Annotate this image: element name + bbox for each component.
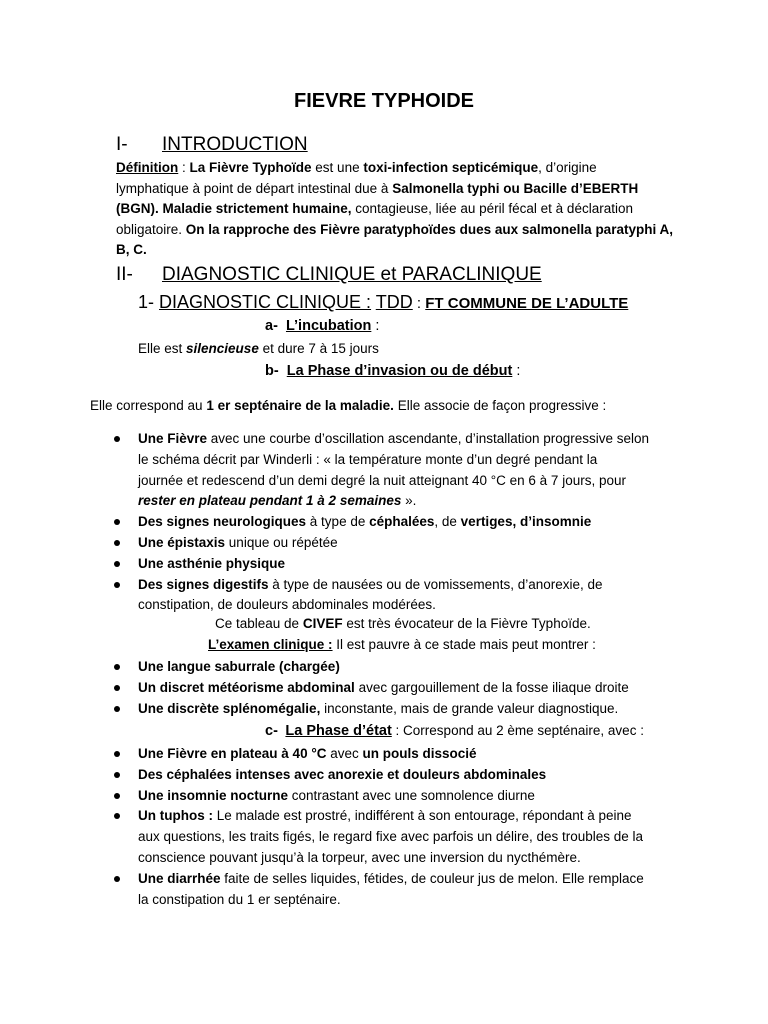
bullet-icon <box>114 582 120 588</box>
incubation-heading <box>265 318 379 334</box>
text-run: toxi-infection septicémique <box>363 160 539 175</box>
text-run: Elle associe de façon progressive : <box>393 398 607 413</box>
text-run: faite de selles liquides, fétides, de couleur jus de melon. Elle remplace <box>220 870 644 886</box>
definition-paragraph <box>116 158 673 261</box>
incubation-text <box>138 341 379 356</box>
item-letter: a- <box>265 318 278 334</box>
list-item <box>138 744 644 765</box>
text-run: et dure 7 à 15 jours <box>258 341 379 356</box>
text-run: le schéma décrit par Winderli : « la température monte d’un degré pendant la <box>138 451 598 467</box>
text-run: journée et redescend d’un demi degré la nuit atteignant 40 °C en 6 à 7 jours, pour <box>138 472 626 488</box>
bullet-icon <box>114 561 120 567</box>
text-run: silencieuse <box>186 341 259 356</box>
list-item <box>138 575 649 617</box>
text-run: Un tuphos : <box>138 808 213 824</box>
list-item <box>138 533 649 554</box>
text-run: : <box>178 160 190 175</box>
bullet-icon <box>114 436 120 442</box>
text-run: aux questions, les traits figés, le regard fixe avec parfois un délire, des troubles de la <box>138 829 644 845</box>
text-run: Une diarrhée <box>138 870 221 886</box>
section-diagnostic-heading <box>116 264 542 286</box>
text-run: Ce tableau de <box>215 616 303 631</box>
list-item <box>138 429 649 512</box>
text-run: Une asthénie physique <box>138 555 286 571</box>
item-title: L’incubation <box>285 318 372 334</box>
text-run: 1 er septénaire de la maladie. <box>206 398 394 413</box>
bullet-icon <box>114 685 120 691</box>
list-item <box>138 678 629 699</box>
text-run: est très évocateur de la Fièvre Typhoïde. <box>342 616 591 631</box>
text-run: : <box>512 363 521 379</box>
text-run: : Correspond au 2 ème septénaire, avec : <box>391 723 644 738</box>
text-run: , d’origine <box>538 160 597 175</box>
text-run: CIVEF <box>302 616 343 631</box>
item-letter: c- <box>265 723 278 739</box>
list-item <box>138 512 649 533</box>
etat-heading <box>265 723 644 739</box>
text-run: La Fièvre Typhoïde <box>189 160 312 175</box>
text-run: à type de nausées ou de vomissements, d’anorexie, de <box>268 576 603 592</box>
text-run: avec une courbe d’oscillation ascendante, d’installation progressive selon <box>207 431 650 446</box>
text-run: inconstante, mais de grande valeur diagnostique. <box>320 700 619 716</box>
bullet-icon <box>114 813 120 819</box>
etat-symptom-list <box>138 744 644 910</box>
item-title: La Phase d’état <box>285 723 392 739</box>
text-run: Il est pauvre à ce stade mais peut montrer : <box>332 637 596 652</box>
text-run: céphalées <box>369 514 435 530</box>
civef-note <box>215 616 591 631</box>
list-item <box>138 554 649 575</box>
text-run: vertiges, d’insomnie <box>460 514 592 530</box>
bullet-icon <box>114 519 120 525</box>
section-title: DIAGNOSTIC CLINIQUE et PARACLINIQUE <box>162 264 542 285</box>
section-number: II- <box>116 264 133 285</box>
definition-line-3 <box>116 199 673 220</box>
text-run: contagieuse, liée au péril fécal et à déclaration <box>351 201 633 216</box>
text-run: Des céphalées intenses avec anorexie et douleurs abdominales <box>138 766 547 782</box>
definition-label: Définition <box>116 160 179 175</box>
text-run: à type de <box>306 514 370 530</box>
text-run: Elle correspond au <box>90 398 207 413</box>
invasion-heading <box>265 363 520 379</box>
bullet-icon <box>114 876 120 882</box>
text-run: est une <box>311 160 364 175</box>
text-run: contrastant avec une somnolence diurne <box>288 787 535 803</box>
text-run: : <box>412 295 426 312</box>
subsection-number: 1- <box>138 292 155 312</box>
list-item <box>138 657 629 678</box>
item-title: La Phase d’invasion ou de début <box>286 363 513 379</box>
bullet-icon <box>114 540 120 546</box>
section-introduction-heading <box>116 134 308 156</box>
text-run: Une Fièvre <box>138 431 208 446</box>
text-run: Une insomnie nocturne <box>138 787 289 803</box>
section-number: I- <box>116 134 128 155</box>
text-run: constipation, de douleurs abdominales modérées. <box>138 597 436 613</box>
text-run: la constipation du 1 er septénaire. <box>138 891 341 907</box>
definition-line-4 <box>116 220 673 241</box>
examen-clinique-line <box>208 637 596 652</box>
bullet-icon <box>114 772 120 778</box>
bullet-icon <box>114 706 120 712</box>
text-run: Une épistaxis <box>138 534 226 550</box>
examen-label: L’examen clinique : <box>208 637 333 652</box>
text-run: Une Fièvre en plateau à 40 °C <box>138 746 327 761</box>
list-item <box>138 869 644 911</box>
tdd-label: TDD <box>375 292 413 312</box>
definition-line-5: B, C. <box>116 242 147 257</box>
text-run: Une discrète splénomégalie, <box>138 700 321 716</box>
text-run: : <box>371 318 380 334</box>
text-run: Elle est <box>138 341 187 356</box>
text-run: Des signes digestifs <box>138 576 269 592</box>
text-run: avec gargouillement de la fosse iliaque droite <box>354 679 629 695</box>
text-run: ». <box>401 493 417 509</box>
bullet-icon <box>114 793 120 799</box>
ft-label: FT COMMUNE DE L’ADULTE <box>425 295 629 312</box>
text-run: On la rapproche des Fièvre paratyphoïdes dues aux salmonella paratyphi A, <box>185 221 673 237</box>
text-run: (BGN). Maladie strictement humaine, <box>116 201 352 216</box>
text-run: Une langue saburrale (chargée) <box>138 659 340 674</box>
subsection-1-heading <box>138 292 628 313</box>
examen-list <box>138 657 629 719</box>
invasion-symptom-list <box>138 429 649 616</box>
definition-line-2 <box>116 179 673 200</box>
definition-line-1 <box>116 158 673 179</box>
list-item <box>138 765 644 786</box>
section-title: INTRODUCTION <box>162 134 308 155</box>
bullet-icon <box>114 664 120 670</box>
text-run: Salmonella typhi ou Bacille d’EBERTH <box>392 180 639 196</box>
subsection-title: DIAGNOSTIC CLINIQUE : <box>159 292 372 312</box>
invasion-intro <box>90 398 606 413</box>
document-title: FIEVRE TYPHOIDE <box>293 90 475 112</box>
list-item <box>138 699 629 720</box>
text-run: obligatoire. <box>116 221 186 237</box>
text-run: lymphatique à point de départ intestinal due à <box>116 180 393 196</box>
text-run: unique ou répétée <box>225 534 338 550</box>
text-run: Le malade est prostré, indifférent à son entourage, répondant à peine <box>212 808 632 824</box>
list-item <box>138 806 644 868</box>
text-run: avec <box>326 746 363 761</box>
item-letter: b- <box>265 363 279 379</box>
text-run: Des signes neurologiques <box>138 514 307 530</box>
text-run: conscience pouvant jusqu’à la torpeur, avec une inversion du nycthémère. <box>138 849 581 865</box>
text-run: rester en plateau pendant 1 à 2 semaines <box>138 493 402 509</box>
bullet-icon <box>114 751 120 757</box>
text-run: , de <box>434 514 461 530</box>
text-run: un pouls dissocié <box>362 746 477 761</box>
list-item <box>138 786 644 807</box>
text-run: Un discret météorisme abdominal <box>138 679 355 695</box>
